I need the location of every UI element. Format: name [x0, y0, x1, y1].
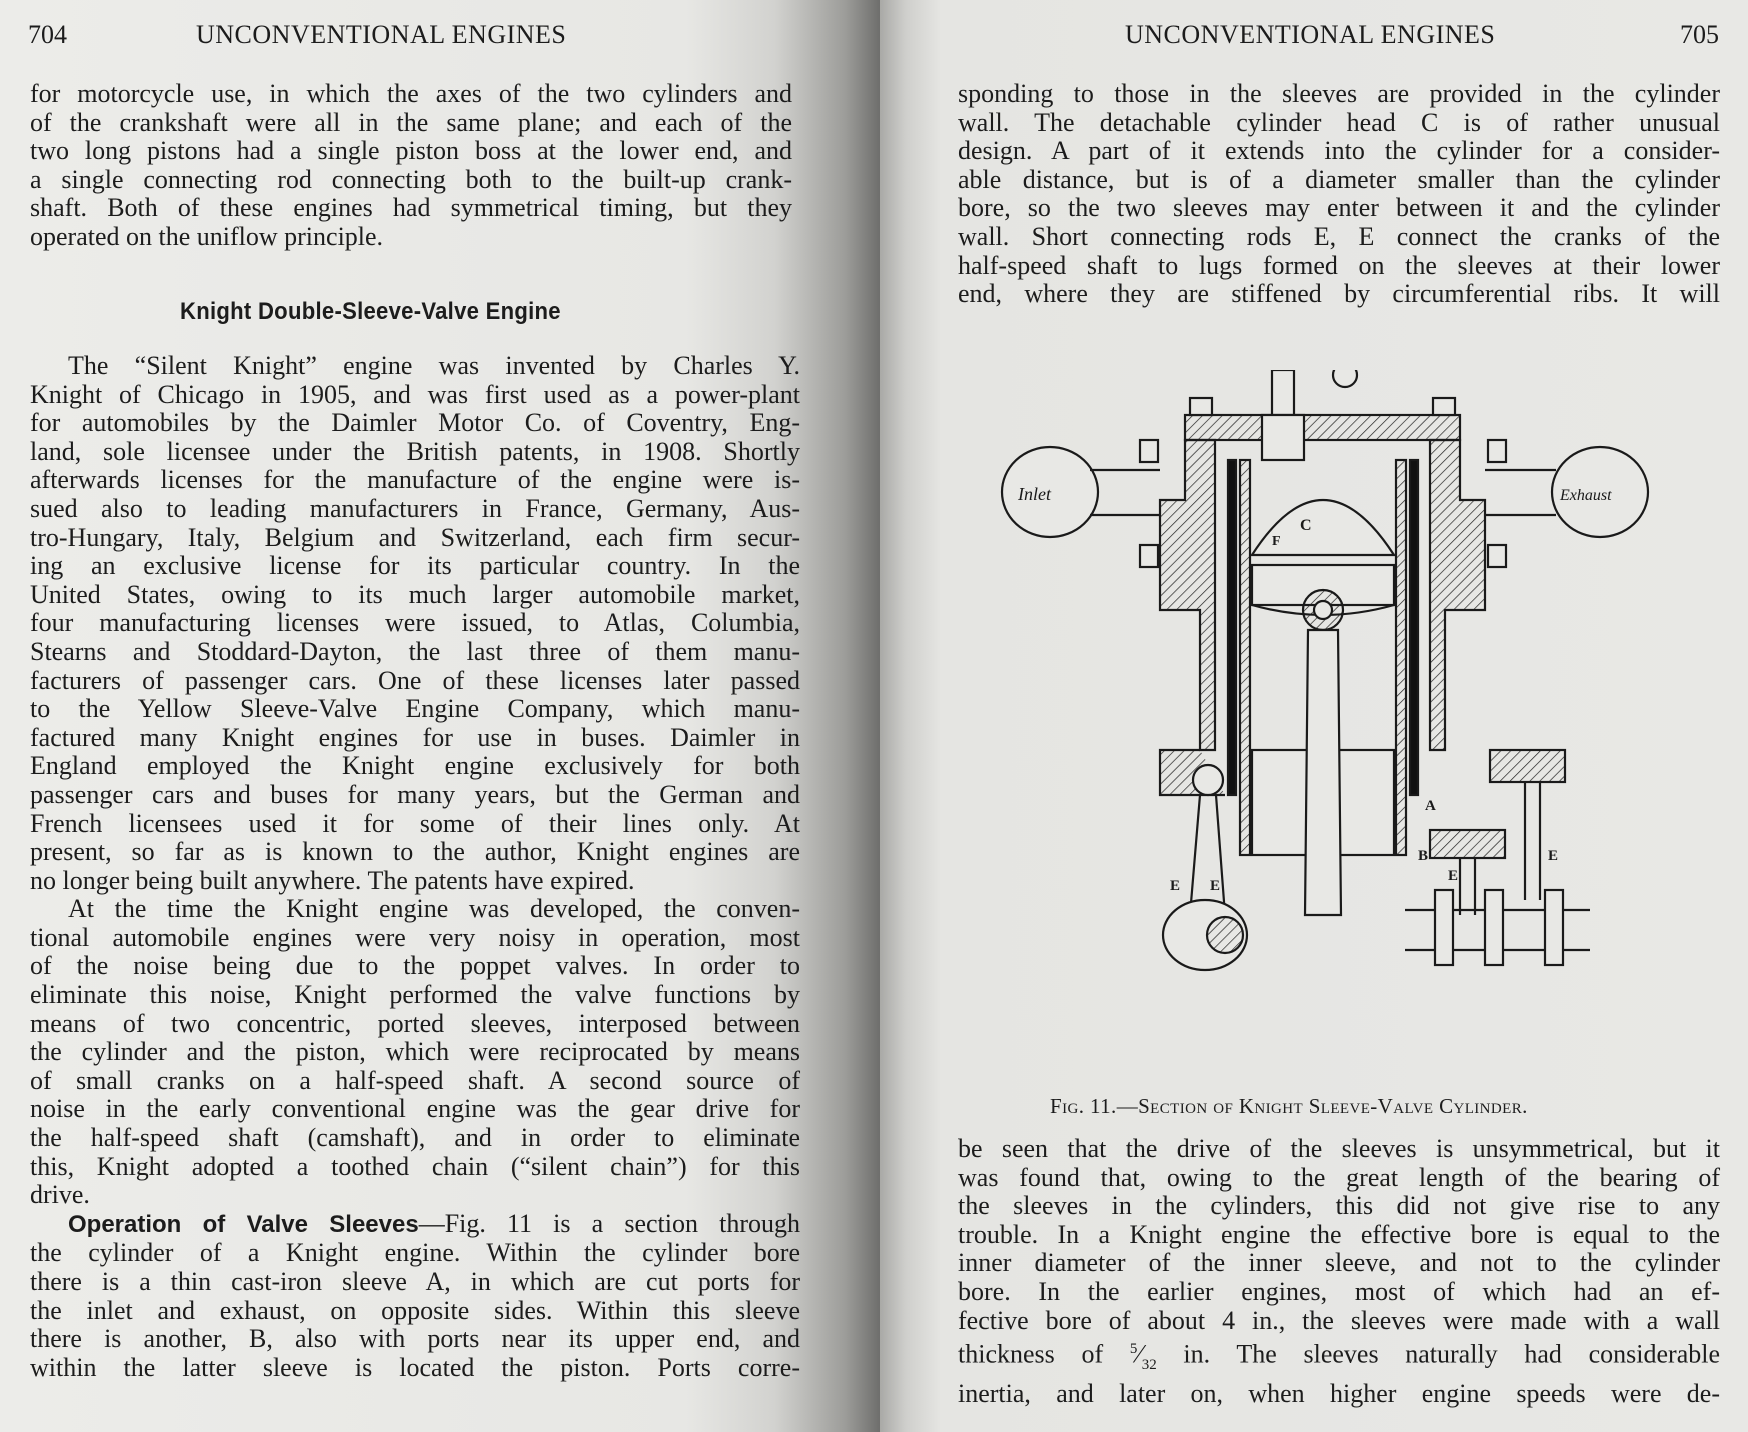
text-line [30, 1210, 800, 1240]
text-line: was found that, owing to the great length of the bearing of [958, 1162, 1720, 1192]
petcock [1333, 370, 1357, 387]
text-line: The “Silent Knight” engine was invented by Charles Y. [68, 351, 800, 380]
label-c: C [1300, 517, 1312, 534]
paragraph [958, 80, 1720, 309]
label-e: E [1170, 878, 1181, 894]
label-e: E [1448, 868, 1459, 884]
text-line: the cylinder and the piston, which were reciprocated by means [30, 1037, 800, 1067]
text-line: United States, owing to its much larger automobile market, [30, 579, 800, 609]
sleeve-b-right [1396, 460, 1406, 855]
running-head: UNCONVENTIONAL ENGINES [1125, 20, 1496, 49]
text-line: within the latter sleeve is located the piston. Ports corre- [30, 1352, 800, 1382]
text-line: facturers of passenger cars. One of these licenses later passed [30, 665, 800, 695]
text-line: this, Knight adopted a toothed chain (“silent chain”) for this [30, 1151, 800, 1181]
text-fragment: —Fig. 11 is a section through [418, 1208, 800, 1238]
paragraph [30, 80, 792, 252]
cylinder-wall-left [1160, 440, 1215, 750]
text-line: trouble. In a Knight engine the effective bore is equal to the [958, 1219, 1720, 1249]
text-line: England employed the Knight engine exclusively for both [30, 751, 800, 781]
sleeve-a-right [1410, 460, 1418, 795]
text-line: for automobiles by the Daimler Motor Co. of Coventry, Eng- [30, 408, 800, 438]
text-line: end, where they are stiffened by circumferential ribs. It will [958, 279, 1720, 309]
text-line: eliminate this noise, Knight performed the valve functions by [30, 980, 800, 1010]
text-line: bore. In the earlier engines, most of which had an ef- [958, 1276, 1720, 1306]
caption-prefix: Fig. 11. [1050, 1094, 1117, 1118]
sleeve-rod-left [1190, 795, 1225, 915]
text-line: Knight of Chicago in 1905, and was first used as a power-plant [30, 379, 800, 409]
text-line: ing an exclusive license for its particular country. In the [30, 551, 800, 581]
paragraph [958, 1135, 1720, 1408]
sleeve-rod-right [1525, 782, 1540, 900]
sleeve-crank-eye [1193, 765, 1223, 795]
text-line: fective bore of about 4 in., the sleeves were made with a wall [958, 1305, 1720, 1335]
section-heading: Knight Double-Sleeve-Valve Engine [180, 298, 561, 325]
text-line: the half-speed shaft (camshaft), and in order to eliminate [30, 1123, 800, 1153]
running-head: UNCONVENTIONAL ENGINES [196, 20, 567, 49]
text-line: land, sole licensee under the British patents, in 1908. Shortly [30, 436, 800, 466]
text-line: tional automobile engines were very noisy in operation, most [30, 922, 800, 952]
text-line: operated on the uniflow principle. [30, 221, 384, 251]
sleeve-b-left [1240, 460, 1250, 855]
text-line: sued also to leading manufacturers in France, Germany, Aus- [30, 493, 800, 523]
eccentric-pin [1490, 750, 1565, 782]
page-number: 704 [28, 20, 67, 49]
text-line: inner diameter of the inner sleeve, and not to the cylinder [958, 1248, 1720, 1278]
engine-cross-section-figure [1000, 370, 1720, 1020]
label-exhaust: Exhaust [1560, 487, 1612, 504]
text-line: At the time the Knight engine was developed, the conven- [68, 894, 800, 924]
text-line: the sleeves in the cylinders, this did not give rise to any [958, 1191, 1720, 1221]
text-line: drive. [30, 1180, 90, 1210]
text-line: afterwards licenses for the manufacture of the engine were is- [30, 465, 800, 495]
text-line: wall. The detachable cylinder head C is of rather unusual [958, 107, 1720, 137]
text-line: means of two concentric, ported sleeves, interposed between [30, 1008, 800, 1038]
text-line: four manufacturing licenses were issued, to Atlas, Columbia, [30, 608, 800, 638]
text-line: shaft. Both of these engines had symmetrical timing, but they [30, 193, 792, 223]
text-line: factured many Knight engines for use in buses. Daimler in [30, 722, 800, 752]
text-line: to the Yellow Sleeve-Valve Engine Company, which manu- [30, 694, 800, 724]
page-number: 705 [1680, 20, 1719, 49]
label-e: E [1210, 878, 1221, 894]
fraction-numerator: 5 [1129, 1341, 1138, 1358]
text-line: tro-Hungary, Italy, Belgium and Switzerland, each firm secur- [30, 522, 800, 552]
text-line: able distance, but is of a diameter smaller than the cylinder [958, 164, 1720, 194]
text-line: of the noise being due to the poppet valves. In order to [30, 951, 800, 981]
cylinder-head [1185, 415, 1460, 440]
text-line: sponding to those in the sleeves are provided in the cylinder [958, 79, 1720, 108]
text-line: Stearns and Stoddard-Dayton, the last three of them manu- [30, 636, 800, 666]
text-line: bore, so the two sleeves may enter between it and the cylinder [958, 193, 1720, 223]
figure-caption [1050, 1094, 1528, 1119]
label-f: F [1272, 534, 1281, 549]
paragraph-block [30, 352, 800, 1382]
right-page [880, 0, 1748, 1432]
caption-text: —Section of Knight Sleeve-Valve Cylinder. [1116, 1094, 1528, 1118]
text-line: of small cranks on a half-speed shaft. A second source of [30, 1065, 800, 1095]
text-line: for motorcycle use, in which the axes of the two cylinders and [30, 79, 792, 108]
text-line: inertia, and later on, when higher engine speeds were de- [958, 1378, 1720, 1408]
text-line: half-speed shaft to lugs formed on the sleeves at their lower [958, 250, 1720, 280]
text-line: thickness of $^5⁄_{32}$ in. The sleeves naturally had considerable [958, 1339, 1721, 1373]
text-fragment: in. The sleeves naturally had considerable [1156, 1339, 1721, 1369]
text-line: noise in the early conventional engine was the gear drive for [30, 1094, 800, 1124]
text-line: the inlet and exhaust, on opposite sides. Within this sleeve [30, 1295, 800, 1325]
label-a: A [1425, 798, 1436, 814]
text-line: present, so far as is known to the author, Knight engines are [30, 837, 800, 867]
text-line: French licensees used it for some of their lines only. At [30, 808, 800, 838]
text-line: there is another, B, also with ports near its upper end, and [30, 1324, 800, 1354]
text-line: of the crankshaft were all in the same plane; and each of the [30, 107, 792, 137]
text-line: passenger cars and buses for many years, but the German and [30, 779, 800, 809]
text-line: the cylinder of a Knight engine. Within the cylinder bore [30, 1238, 800, 1268]
text-line: wall. Short connecting rods E, E connect the cranks of the [958, 221, 1720, 251]
text-line: be seen that the drive of the sleeves is unsymmetrical, but it [958, 1134, 1720, 1163]
cylinder-wall-right [1430, 440, 1485, 750]
connecting-rod [1305, 630, 1341, 915]
text-line: no longer being built anywhere. The patents have expired. [30, 865, 635, 895]
spark-plug [1272, 370, 1294, 415]
label-e: E [1548, 848, 1559, 864]
label-inlet: Inlet [1018, 484, 1051, 504]
fraction-denominator: 32 [1141, 1357, 1157, 1373]
text-line: two long pistons had a single piston boss at the lower end, and [30, 136, 792, 166]
text-line: design. A part of it extends into the cylinder for a consider- [958, 136, 1720, 166]
text-line: there is a thin cast-iron sleeve A, in which are cut ports for [30, 1267, 800, 1296]
text-line: a single connecting rod connecting both to the built-up crank- [30, 164, 792, 194]
inline-heading: Operation of Valve Sleeves [68, 1210, 419, 1238]
sleeve-a-left [1228, 460, 1236, 795]
text-fragment: thickness of [958, 1339, 1130, 1369]
label-b: B [1418, 848, 1429, 864]
